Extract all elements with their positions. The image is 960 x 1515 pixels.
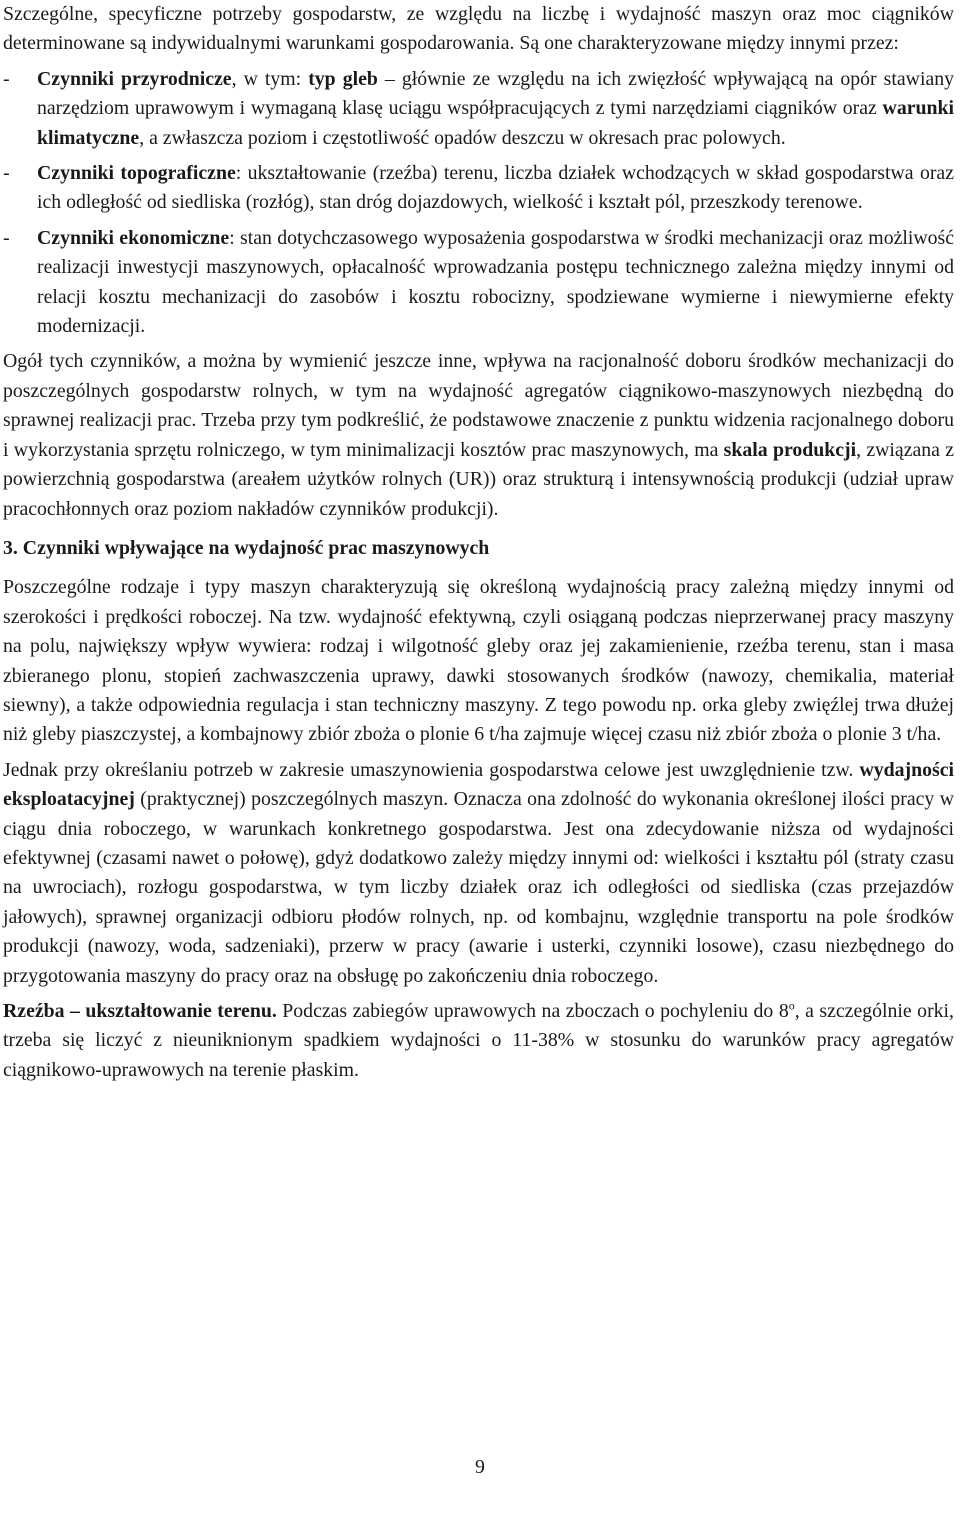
factor-label: Czynniki przyrodnicze	[37, 67, 232, 90]
section-paragraph-2: Jednak przy określaniu potrzeb w zakresie umaszynowienia gospodarstwa celowe jest uwzględnienie tzw. wydajności eksploatacyjnej (praktycznej) poszczególnych maszyn. Oznacza ona zdolność do wykonania określonej ilości pracy w ciągu dnia roboczego, w warunkach konkretnego gospodarstwa. Jest ona zdecydowanie niższa od wydajności efektywnej (czasami nawet o połowę), gdyż dodatkowo zależy między innymi od: wielkości i kształtu pól (straty czasu na uwrociach), rozłogu gospodarstwa, w tym liczby działek oraz ich odległości od siedliska (czas przejazdów jałowych), sprawnej organizacji odbioru płodów rolnych, np. od kombajnu, względnie transportu na pole środków produkcji (nawozy, woda, sadzeniaki), przerw w pracy (awarie i usterki, czynniki losowe), czasu niezbędnego do przygotowania maszyny do pracy oraz na obsługę po zakończeniu dnia roboczego.	[3, 758, 954, 987]
bullet-dash: -	[3, 67, 10, 90]
factor-label: Czynniki ekonomiczne	[37, 226, 230, 249]
bullet-dash: -	[3, 226, 10, 249]
emphasis-text: typ gleb	[308, 67, 378, 90]
page-number: 9	[475, 1456, 485, 1478]
section-paragraph-1: Poszczególne rodzaje i typy maszyn charakteryzują się określoną wydajnością pracy zależną między innymi od szerokości i prędkości roboczej. Na tzw. wydajność efektywną, czyli osiąganą podczas nieprzerwanej pracy maszyny na polu, największy wpływ wywiera: rodzaj i wilgotność gleby oraz jej zakamienienie, rzeźba terenu, stan i masa zbieranego plonu, stopień zachwaszczenia uprawy, dawki stosowanych środków (nawozy, chemikalia, materiał siewny), a także odpowiednia regulacja i stan techniczny maszyny. Z tego powodu np. orka gleby zwięźlej trwa dłużej niż gleby piaszczystej, a kombajnowy zbiór zboża o plonie 6 t/ha zajmuje więcej czasu niż zbiór zboża o plonie 3 t/ha.	[3, 576, 954, 746]
document-page	[3, 0, 954, 1085]
emphasis-text: skala produkcji	[723, 438, 857, 461]
emphasis-text: warunki klimatyczne	[37, 97, 954, 149]
factor-label: Czynniki topograficzne	[37, 162, 236, 185]
section-paragraph-3: Rzeźba – ukształtowanie terenu. Podczas zabiegów uprawowych na zboczach o pochyleniu do 8$^o$, a szczególnie orki, trzeba się liczyć z nieuniknionym spadkiem wydajności o 11-38% w stosunku do warunków pracy agregatów ciągnikowo-uprawowych na terenie płaskim.	[3, 998, 954, 1081]
summary-paragraph: Ogół tych czynników, a można by wymienić jeszcze inne, wpływa na racjonalność doboru środków mechanizacji do poszczególnych gospodarstw rolnych, w tym na wydajność agregatów ciągnikowo-maszynowych niezbędną do sprawnej realizacji prac. Trzeba przy tym podkreślić, że podstawowe znaczenie z punktu widzenia racjonalnego doboru i wykorzystania sprzętu rolniczego, w tym minimalizacji kosztów prac maszynowych, ma skala produkcji, związana z powierzchnią gospodarstwa (areałem użytków rolnych (UR)) oraz strukturą i intensywnością produkcji (udział upraw pracochłonnych oraz poziom nakładów czynników produkcji).	[3, 350, 955, 520]
factor-item-topographic: - Czynniki topograficzne: ukształtowanie (rzeźba) terenu, liczba działek wchodzących w skład gospodarstwa oraz ich odległość od siedliska (rozłóg), stan dróg dojazdowych, wielkość i kształt pól, przeszkody terenowe.	[3, 159, 954, 218]
factor-item-natural: - Czynniki przyrodnicze, w tym: typ gleb – głównie ze względu na ich zwięzłość wpływającą na opór stawiany narzędziom uprawowym i wymaganą klasę uciągu współpracujących z tymi narzędziami ciągników oraz warunki klimatyczne, a zwłaszcza poziom i częstotliwość opadów deszczu w okresach prac polowych.	[3, 65, 954, 153]
emphasis-text: Rzeźba – ukształtowanie terenu.	[3, 1000, 277, 1022]
factor-item-economic: - Czynniki ekonomiczne: stan dotychczasowego wyposażenia gospodarstwa w środki mechanizacji oraz możliwość realizacji inwestycji maszynowych, opłacalność wprowadzania postępu technicznego zależna między innymi od relacji kosztu mechanizacji do zasobów i kosztu robocizny, spodziewane wymierne i niewymierne efekty modernizacji.	[3, 224, 954, 342]
bullet-dash: -	[3, 162, 10, 185]
degree-superscript: o	[788, 998, 795, 1013]
emphasis-text: wydajności eksploatacyjnej	[3, 758, 954, 811]
section-heading: 3. Czynniki wpływające na wydajność prac maszynowych	[3, 536, 490, 559]
intro-paragraph: Szczególne, specyficzne potrzeby gospodarstw, ze względu na liczbę i wydajność maszyn oraz moc ciągników determinowane są indywidualnymi warunkami gospodarowania. Są one charakteryzowane między innymi przez:	[3, 3, 954, 55]
